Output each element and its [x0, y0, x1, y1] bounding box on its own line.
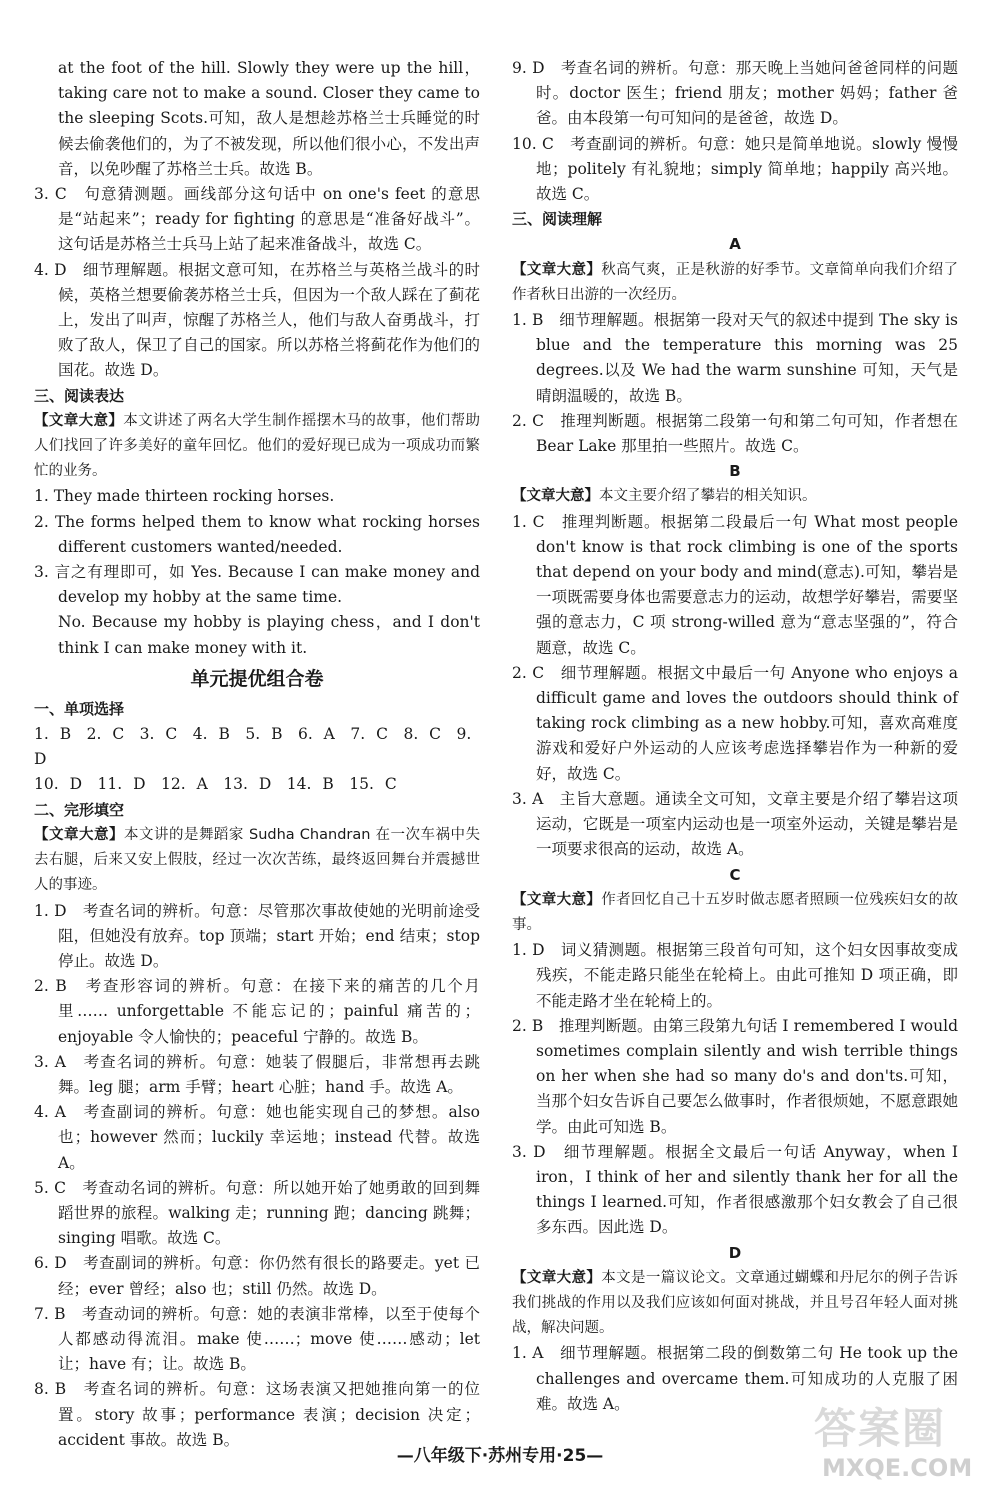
passage-heading: D — [728, 1243, 742, 1262]
answer-item: 3. A 考查名词的辨析。句意：她装了假腿后，非常想再去跳舞。leg 腿；arm 手臂；heart 心脏；hand 手。故选 A。 — [34, 1052, 480, 1096]
answer-item: 10. C 考查副词的辨析。句意：她只是简单地说。slowly 慢慢地；politely 有礼貌地；simply 简单地；happily 高兴地。故选 C。 — [512, 134, 958, 204]
article-summary — [512, 484, 958, 509]
answer-item-cont: No. Because my hobby is playing chess，and I don't think I can make money with it. — [58, 613, 480, 657]
summary-label: 【文章大意】 — [512, 1269, 602, 1286]
watermark-logo — [808, 1396, 978, 1488]
answer-item: 2. B 考查形容词的辨析。句意：在接下来的痛苦的几个月里…… unforgettable 不能忘记的；painful 痛苦的；enjoyable 令人愉快的；peaceful 宁静的。故选 B。 — [34, 977, 480, 1046]
answer-continuation: at the foot of the hill. Slowly they were up the hill，taking care not to make a sound. Closer they came to the sleeping Scots.可知，敌人是想趁苏格兰士兵睡觉的时候去偷袭他们的，为了不被发现，所以他们很小心，不发出声音，以免吵醒了苏格兰士兵。故选 B。 — [58, 59, 480, 178]
answer-item: 2. C 推理判断题。根据第二段第一句和第二句可知，作者想在 Bear Lake 那里拍一些照片。故选 C。 — [512, 411, 958, 456]
answer-item: 6. D 考查副词的辨析。句意：你仍然有很长的路要走。yet 已经；ever 曾经；also 也；still 仍然。故选 D。 — [34, 1254, 480, 1298]
summary-label: 【文章大意】 — [34, 412, 124, 429]
answer-item: 1. They made thirteen rocking horses. — [34, 487, 335, 506]
answer-item: 1. D 词义猜测题。根据第三段首句可知，这个妇女因事故变成残疾，不能走路只能坐在轮椅上。由此可推知 D 项正确，即不能走路才坐在轮椅上的。 — [512, 941, 958, 1010]
page-footer: —八年级下·苏州专用·25— — [396, 1446, 604, 1466]
answer-item: 1. D 考查名词的辨析。句意：尽管那次事故使她的光明前途受阻，但她没有放弃。top 顶端；start 开始；end 结束；stop 停止。故选 D。 — [34, 901, 480, 970]
answer-item: 2. B 推理判断题。由第三段第九句话 I remembered I would sometimes complain silently and wish terrible things on her when she had so many do's and don'ts.可知，当那个妇女告诉自己要怎么做事时，作者很烦她，不愿意跟她学。由此可知选 B。 — [512, 1016, 958, 1136]
answer-item: 3. A 主旨大意题。通读全文可知，文章主要是介绍了攀岩这项运动，它既是一项室内运动也是一项室外运动，关键是攀岩是一项要求很高的运动，故选 A。 — [512, 789, 958, 859]
answer-item: 4. D 细节理解题。根据文意可知，在苏格兰与英格兰战斗的时候，英格兰想要偷袭苏格兰士兵，但因为一个敌人踩在了蓟花上，发出了叫声，惊醒了苏格兰人，他们与敌人奋勇战斗，打败了敌人，保卫了自己的国家。所以苏格兰将蓟花作为他们的国花。故选 D。 — [34, 260, 480, 380]
summary-label: 【文章大意】 — [34, 826, 124, 843]
section-heading: 三、阅读表达 — [34, 386, 125, 405]
answer-item: 2. C 细节理解题。根据文中最后一句 Anyone who enjoys a difficult game and loves the outdoors should think of taking rock climbing as a new hobby.可知，喜欢高难度游戏和爱好户外运动的人应该考虑选择攀岩作为一种新的爱好，故选 C。 — [512, 663, 958, 783]
summary-label: 【文章大意】 — [512, 261, 602, 278]
answer-item: 1. C 推理判断题。根据第二段最后一句 What most people don't know is that rock climbing is one of the sports that depend on your body and mind(意志).可知，攀岩是一项既需要身体也需要意志力的运动，故想学好攀岩，需要坚强的意志力，C 项 strong-willed 意为“意志坚强的”，符合题意，故选 C。 — [512, 512, 958, 657]
section-heading: 三、阅读理解 — [512, 210, 603, 229]
answer-item: 3. 言之有理即可，如 Yes. Because I can make money and develop my hobby at the same time. — [34, 563, 480, 607]
answer-item: 5. C 考查动名词的辨析。句意：所以她开始了她勇敢的回到舞蹈世界的旅程。walking 走；running 跑；dancing 跳舞；singing 唱歌。故选 C。 — [34, 1178, 480, 1248]
right-column — [512, 56, 958, 1417]
summary-label: 【文章大意】 — [512, 891, 602, 908]
watermark-url: MXQE.COM — [822, 1454, 973, 1482]
answer-item: 3. C 句意猜测题。画线部分这句话中 on one's feet 的意思是“站起来”；ready for fighting 的意思是“准备好战斗”。这句话是苏格兰士兵马上站了起来准备战斗，故选 C。 — [34, 185, 480, 254]
answer-item: 2. The forms helped them to know what rocking horses different customers wanted/needed. — [34, 512, 480, 556]
summary-text: 本文主要介绍了攀岩的相关知识。 — [599, 488, 817, 505]
answer-item: 9. D 考查名词的辨析。句意：那天晚上当她问爸爸同样的问题时。doctor 医生；friend 朋友；mother 妈妈；father 爸爸。由本段第一句可知问的是爸爸，故选 D。 — [512, 59, 958, 128]
answer-item: 4. A 考查副词的辨析。句意：她也能实现自己的梦想。also 也；however 然而；luckily 幸运地；instead 代替。故选 A。 — [34, 1103, 480, 1172]
answer-item: 8. B 考查名词的辨析。句意：这场表演又把她推向第一的位置。story 故事；performance 表演；decision 决定；accident 事故。故选 B。 — [34, 1380, 480, 1449]
passage-heading: B — [729, 462, 741, 481]
summary-label: 【文章大意】 — [512, 488, 599, 505]
section-heading: 二、完形填空 — [34, 800, 125, 819]
answer-item: 1. A 细节理解题。根据第二段的倒数第二句 He took up the challenges and overcame them.可知成功的人克服了困难。故选 A。 — [512, 1344, 958, 1413]
summary-text: 本文讲的是舞蹈家 Sudha Chandran 在一次车祸中失去右腿，后来又安上假肢，经过一次次苦练，最终返回舞台并震撼世人的事迹。 — [34, 826, 480, 894]
answer-item: 3. D 细节理解题。根据全文最后一句话 Anyway，when I iron，I think of her and silently thank her for all the things I learned.可知，作者很感激那个妇女教会了自己很多东西。因此选 D。 — [512, 1142, 958, 1237]
unit-title: 单元提优组合卷 — [190, 667, 324, 690]
article-summary — [34, 409, 480, 485]
answer-item: 7. B 考查动词的辨析。句意：她的表演非常棒，以至于使每个人都感动得流泪。make 使……；move 使……感动；let 让；have 有；让。故选 B。 — [34, 1304, 480, 1374]
passage-heading: A — [729, 235, 741, 254]
section-heading: 一、单项选择 — [34, 699, 125, 718]
summary-text: 本文讲述了两名大学生制作摇摆木马的故事，他们帮助人们找回了许多美好的童年回忆。他们的爱好现已成为一项成功而繁忙的业务。 — [34, 412, 481, 480]
article-summary — [512, 888, 958, 938]
article-summary — [512, 1266, 958, 1342]
answer-item: 1. B 细节理解题。根据第一段对天气的叙述中提到 The sky is blue and the temperature this morning was 25 degrees.以及 We had the warm sunshine 可知，天气是晴朗温暖的，故选 B。 — [512, 311, 958, 405]
passage-heading: C — [729, 865, 741, 884]
choice-answers-row: 10. D 11. D 12. A 13. D 14. B 15. C — [34, 775, 397, 794]
summary-text: 秋高气爽，正是秋游的好季节。文章简单向我们介绍了作者秋日出游的一次经历。 — [512, 261, 959, 303]
choice-answers-row: 1. B 2. C 3. C 4. B 5. B 6. A 7. C 8. C 9. D — [34, 725, 472, 769]
watermark-text: 答案圈 — [814, 1404, 947, 1453]
summary-text: 作者回忆自己十五岁时做志愿者照顾一位残疾妇女的故事。 — [512, 891, 959, 933]
left-column — [34, 56, 480, 1453]
article-summary — [512, 258, 958, 308]
summary-text: 本文是一篇议论文。文章通过蝴蝶和丹尼尔的例子告诉我们挑战的作用以及我们应该如何面对挑战，并且号召年轻人面对挑战，解决问题。 — [512, 1269, 959, 1337]
article-summary — [34, 823, 480, 899]
